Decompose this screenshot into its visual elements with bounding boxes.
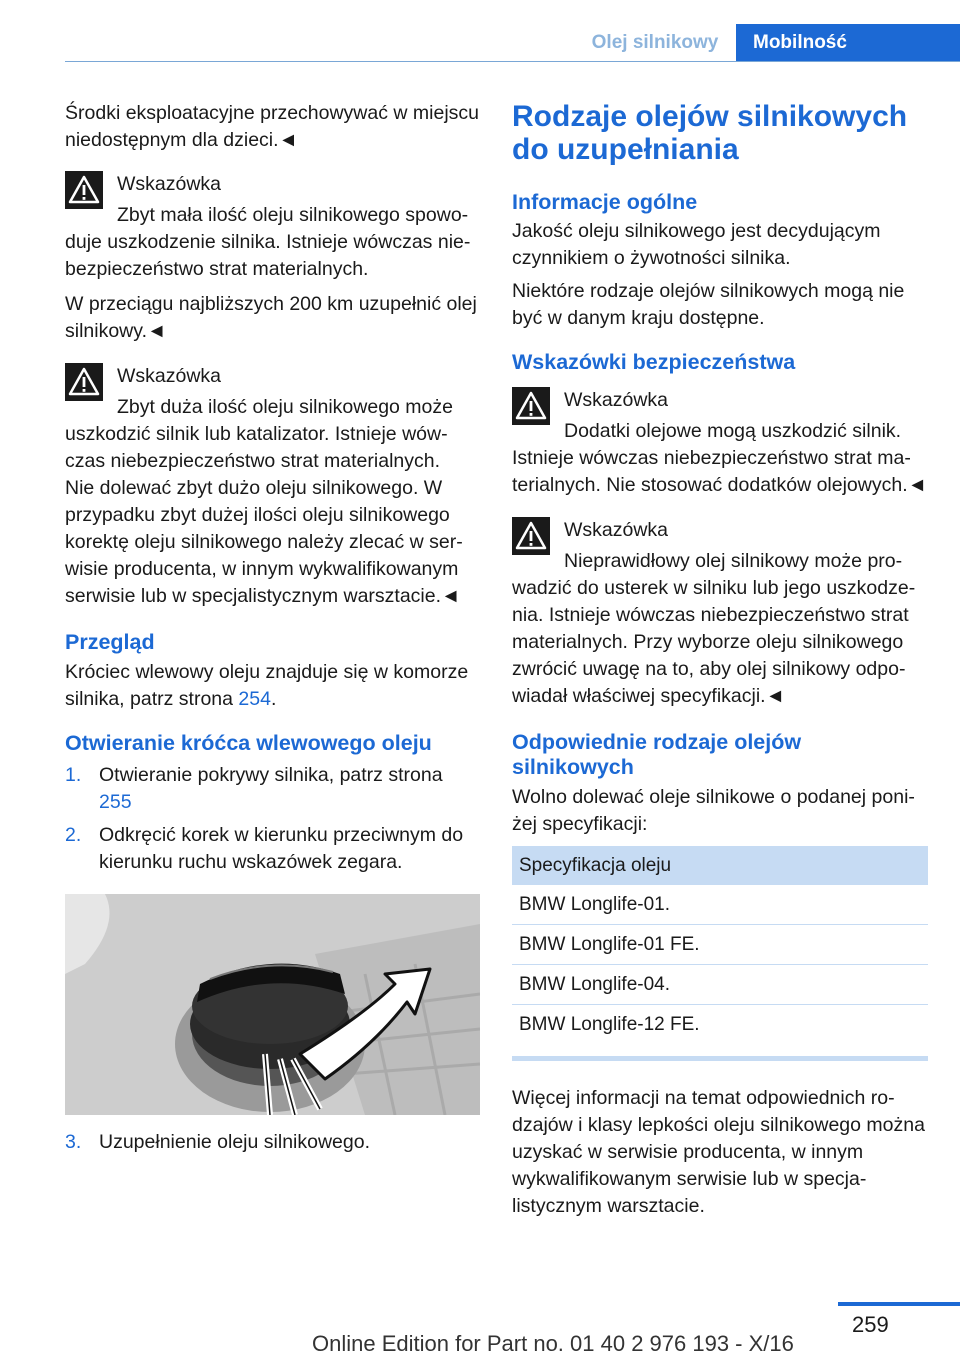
warning-text: Dodatki olejowe mogą uszkodzić silnik. Istnieje wówczas niebezpieczeństwo strat materialnych. Nie stosować dodatków olejowych.◄ bbox=[512, 420, 927, 496]
warning-title: Wskazówka bbox=[564, 389, 669, 411]
opening-steps bbox=[65, 762, 480, 876]
warning-text: Zbyt duża ilość oleju silnikowego może uszkodzić silnik lub katalizator. Istnieje wówczas niebezpieczeństwo strat materialnych. bbox=[65, 396, 453, 472]
suitable-section bbox=[512, 730, 928, 1061]
storage-note: Środki eksploatacyjne przechowywać w miejscu niedostępnym dla dzieci.◄ bbox=[65, 102, 480, 151]
overview-heading: Przegląd bbox=[65, 630, 155, 654]
warning-excess-oil bbox=[65, 363, 480, 610]
opening-section bbox=[65, 731, 480, 1156]
left-column bbox=[65, 100, 480, 1156]
general-text: Niektóre rodzaje olejów silnikowych mogą nie być w danym kraju dostępne. bbox=[512, 280, 905, 329]
suitable-text: Wolno dolewać oleje silnikowe o podanej poniżej specyfikacji: bbox=[512, 786, 915, 835]
header-chapter-tab[interactable]: Mobilność bbox=[736, 24, 960, 61]
footer-text: Online Edition for Part no. 01 40 2 976 193 - X/16 bbox=[312, 1331, 794, 1356]
page-number-rule bbox=[838, 1302, 960, 1306]
safety-section bbox=[512, 350, 928, 710]
warning-title: Wskazówka bbox=[564, 519, 669, 541]
warning-title: Wskazówka bbox=[117, 173, 222, 195]
opening-heading: Otwieranie króćca wlewowego oleju bbox=[65, 731, 432, 755]
safety-heading: Wskazówki bezpieczeństwa bbox=[512, 350, 796, 374]
suitable-heading: Odpowiednie rodzaje olejów silnikowych bbox=[512, 730, 802, 779]
page-link[interactable]: 254 bbox=[238, 688, 271, 710]
opening-steps-cont bbox=[65, 1129, 480, 1156]
warning-icon bbox=[512, 387, 550, 425]
warning-text: Nieprawidłowy olej silnikowy może prowadzić do usterek w silniku lub jego uszkodzenia. Istnieje wówczas niebezpieczeństwo strat materialnych. Przy wyborze oleju silnikowego zwrócić uwagę na to, aby olej silnikowy odpowiadał właściwej specyfikacji.◄ bbox=[512, 550, 916, 707]
warning-icon bbox=[65, 171, 103, 209]
warning-icon bbox=[512, 517, 550, 555]
list-item: 2. Odkręcić korek w kierunku przeciwnym do kierunku ruchu wskazówek zegara. bbox=[65, 824, 464, 873]
table-header: Specyfikacja oleju bbox=[512, 846, 928, 885]
general-heading: Informacje ogólne bbox=[512, 190, 698, 214]
more-info-text: Więcej informacji na temat odpowiednich rodzajów i klasy lepkości oleju silnikowego można uzyskać w serwisie producenta, w innym wykwalifikowanym serwisie lub w specjalistycznym warsztacie. bbox=[512, 1087, 925, 1217]
header-rule bbox=[65, 61, 960, 62]
header-section-tab[interactable]: Olej silnikowy bbox=[591, 31, 719, 53]
warning-additives bbox=[512, 387, 928, 499]
list-item: 3. Uzupełnienie oleju silnikowego. bbox=[65, 1131, 371, 1153]
warning-wrong-oil bbox=[512, 517, 928, 710]
table-row: BMW Longlife-04. bbox=[512, 965, 928, 1005]
page-link[interactable]: 255 bbox=[99, 791, 132, 813]
table-row: BMW Longlife-01. bbox=[512, 885, 928, 925]
list-item: 1. Otwieranie pokrywy silnika, patrz strona 255 bbox=[65, 764, 443, 813]
warning-icon bbox=[65, 363, 103, 401]
warning-text: Nie dolewać zbyt dużo oleju silnikowego. W przypadku zbyt dużej ilości oleju silnikowego korektę oleju silnikowego należy zlecać w serwisie producenta, w innym wykwalifikowanym serwisie lub w specjalistycznym warsztacie.◄ bbox=[65, 477, 463, 607]
warning-text: Zbyt mała ilość oleju silnikowego spowoduje uszkodzenie silnika. Istnieje wówczas niebezpieczeństwo strat materialnych. bbox=[65, 204, 471, 280]
overview-section bbox=[65, 630, 480, 713]
table-row: BMW Longlife-12 FE. bbox=[519, 1014, 700, 1035]
page-title: Rodzaje olejów silnikowych do uzupełniania bbox=[512, 100, 908, 166]
overview-text: Króciec wlewowy oleju znajduje się w komorze silnika, patrz strona 254. bbox=[65, 661, 469, 710]
general-text: Jakość oleju silnikowego jest decydującym czynnikiem o żywotności silnika. bbox=[512, 220, 881, 269]
oil-spec-table bbox=[512, 846, 928, 1044]
page-number: 259 bbox=[852, 1312, 889, 1337]
table-end-rule bbox=[512, 1056, 928, 1061]
general-section bbox=[512, 190, 928, 332]
right-column bbox=[512, 100, 928, 1220]
warning-text: W przeciągu najbliższych 200 km uzupełnić olej silnikowy.◄ bbox=[65, 293, 477, 342]
table-row: BMW Longlife-01 FE. bbox=[512, 925, 928, 965]
warning-title: Wskazówka bbox=[117, 365, 222, 387]
warning-low-oil bbox=[65, 171, 480, 345]
oil-cap-photo bbox=[65, 894, 480, 1115]
